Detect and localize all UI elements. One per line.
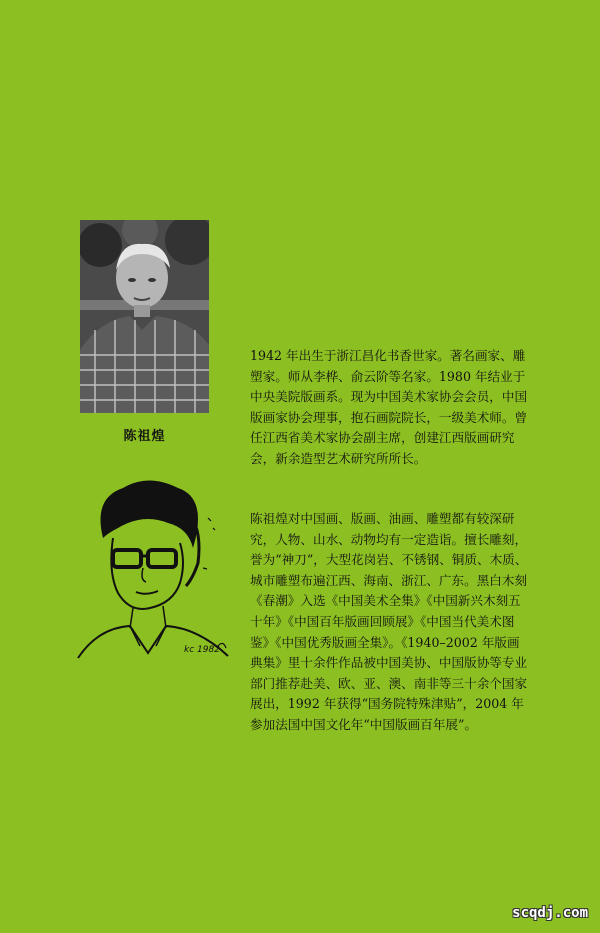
site-watermark: scqdj.com: [512, 905, 588, 921]
author-portrait-photo: [80, 220, 209, 413]
bio-paragraph-1: 1942 年出生于浙江昌化书香世家。著名画家、雕塑家。师从李桦、俞云阶等名家。1980 年结业于中央美院版画系。现为中国美术家协会会员，中国版画家协会理事，抱石画院院长，一级美术师。曾任江西省美术家协会副主席，创建江西版画研究会，新余造型艺术研究所所长。: [250, 348, 528, 466]
sketch-signature: kc 1982: [184, 645, 220, 655]
bio-paragraph-2: 陈祖煌对中国画、版画、油画、雕塑都有较深研究，人物、山水、动物均有一定造诣。擅长雕刻，誉为“神刀”，大型花岗岩、不锈钢、铜质、木质、城市雕塑布遍江西、海南、浙江、广东。黑白木刻《春潮》入选《中国美术全集》《中国新兴木刻五十年》《中国百年版画回顾展》《中国当代美术图鉴》《中国优秀版画全集》。《1940–2002 年版画典集》里十余件作品被中国美协、中国版协等专业部门推荐赴美、欧、亚、澳、南非等三十余个国家展出，1992 年获得“国务院特殊津贴”，2004 年参加法国中国文化年“中国版画百年展”。: [250, 511, 528, 732]
author-caricature-sketch: [68, 468, 238, 663]
author-name-caption: 陈祖煌: [123, 429, 166, 444]
